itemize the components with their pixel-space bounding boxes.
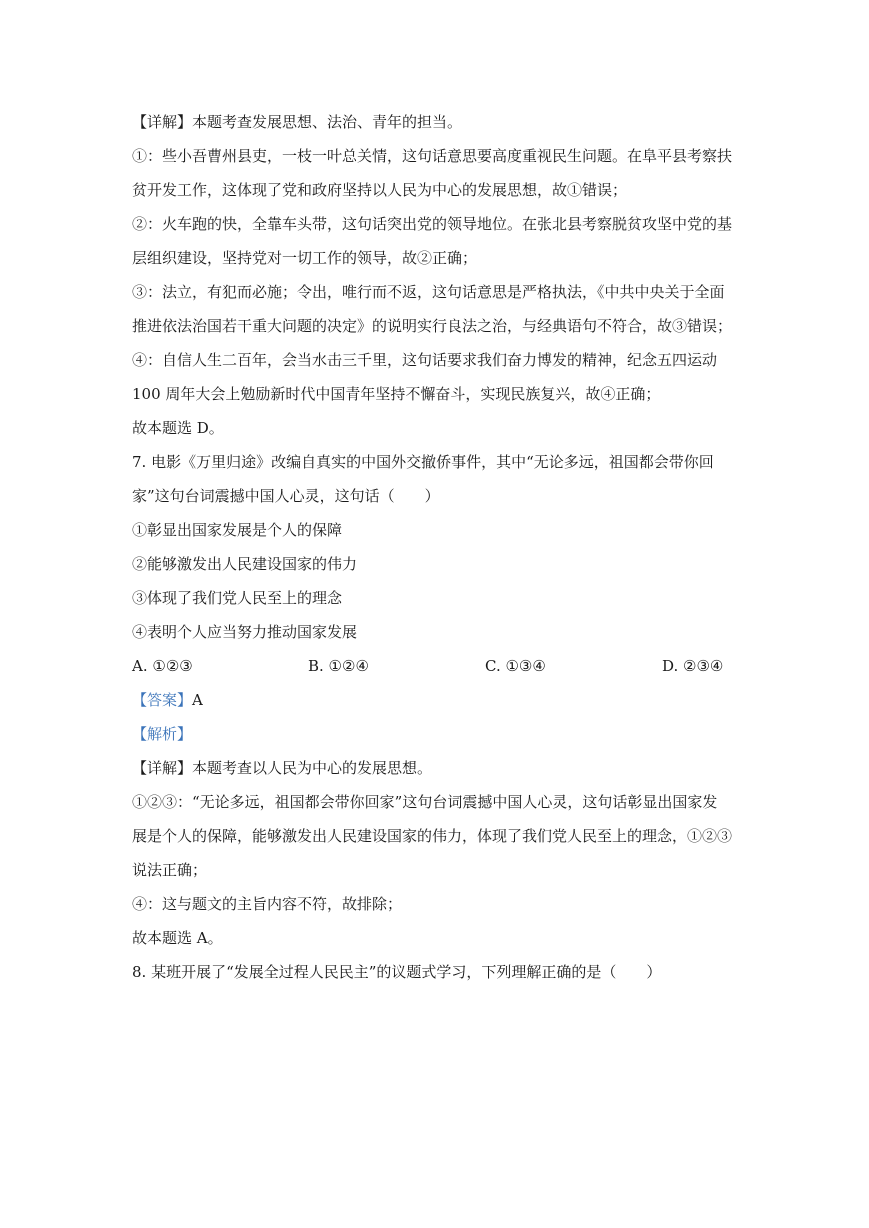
detail-line: 展是个人的保障，能够激发出人民建设国家的伟力，体现了我们党人民至上的理念，①②③ [132,827,733,845]
detail-line: ①：些小吾曹州县吏，一枝一叶总关情，这句话意思要高度重视民生问题。在阜平县考察扶 [132,147,733,165]
detail-line: ①②③：“无论多远，祖国都会带你回家”这句台词震撼中国人心灵，这句话彰显出国家发 [132,793,718,811]
statement-1: ①彰显出国家发展是个人的保障 [132,521,343,539]
detail-line: ④：自信人生二百年，会当水击三千里，这句话要求我们奋力博发的精神，纪念五四运动 [132,351,718,369]
detail-line: 贫开发工作，这体现了党和政府坚持以人民为中心的发展思想，故①错误； [132,181,628,199]
detail-line: 说法正确； [132,861,208,879]
detail-title-q6: 【详解】本题考查发展思想、法治、青年的担当。 [132,113,463,131]
option-d: D. ②③④ [662,657,724,675]
conclusion-q6: 故本题选 D。 [132,419,224,437]
detail-line: ③：法立，有犯而必施；令出，唯行而不返，这句话意思是严格执法，《中共中央关于全面 [132,283,725,301]
detail-line: ④：这与题文的主旨内容不符，故排除； [132,895,403,913]
detail-line: 100 周年大会上勉励新时代中国青年坚持不懈奋斗，实现民族复兴，故④正确； [132,385,661,403]
question-8-stem: 8. 某班开展了“发展全过程人民民主”的议题式学习，下列理解正确的是（ ） [132,963,662,981]
question-7-stem: 7. 电影《万里归途》改编自真实的中国外交撤侨事件，其中“无论多远，祖国都会带你回 [132,453,714,471]
answer-row [132,690,203,710]
option-a: A. ①②③ [132,657,193,675]
question-7-stem-cont: 家”这句台词震撼中国人心灵，这句话（ ） [132,487,440,505]
option-c: C. ①③④ [485,657,546,675]
detail-line: 层组织建设，坚持党对一切工作的领导，故②正确； [132,249,478,267]
option-b: B. ①②④ [308,657,369,675]
analysis-label: 【解析】 [132,725,193,743]
detail-line: ②：火车跑的快，全靠车头带，这句话突出党的领导地位。在张北县考察脱贫攻坚中党的基 [132,215,733,233]
answer-value: A [192,691,203,709]
answer-label: 【答案】 [132,691,193,709]
detail-line: 推进依法治国若干重大问题的决定》的说明实行良法之治，与经典语句不符合，故③错误； [132,317,733,335]
statement-4: ④表明个人应当努力推动国家发展 [132,623,358,641]
detail-title-q7: 【详解】本题考查以人民为中心的发展思想。 [132,759,433,777]
statement-2: ②能够激发出人民建设国家的伟力 [132,555,358,573]
statement-3: ③体现了我们党人民至上的理念 [132,589,343,607]
conclusion-q7: 故本题选 A。 [132,929,223,947]
